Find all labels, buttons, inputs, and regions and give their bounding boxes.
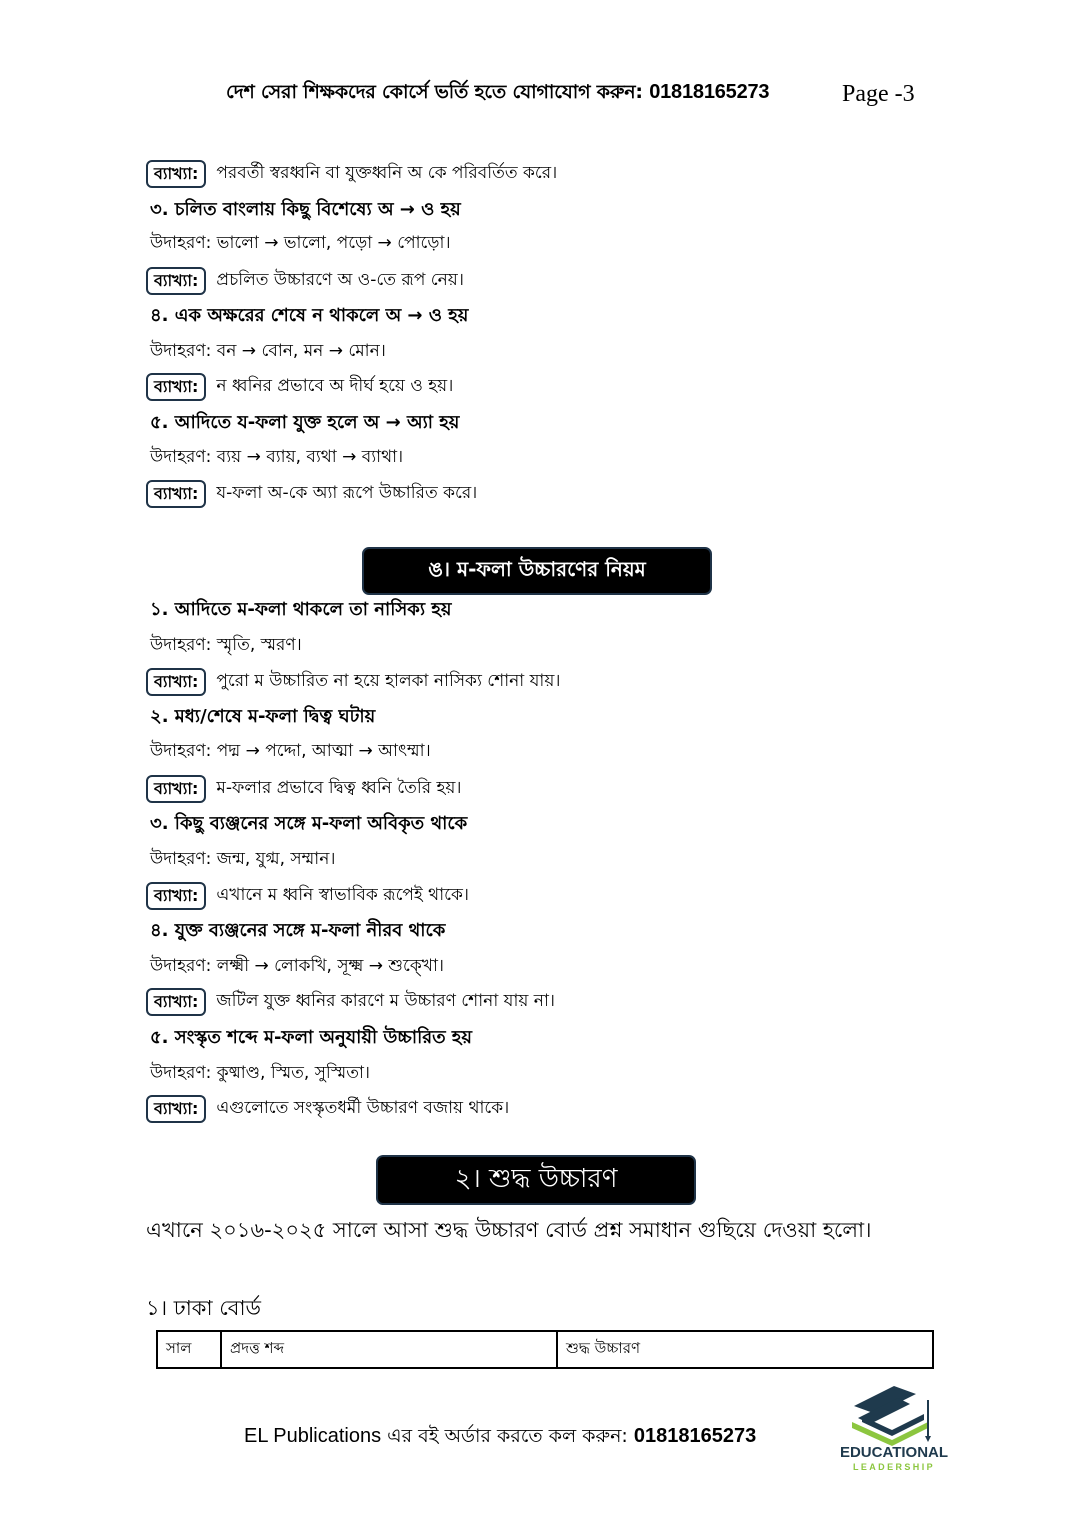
column-header-given-word: প্রদত্ত শব্দ <box>221 1331 557 1368</box>
rule-example: উদাহরণ: কুষ্মাণ্ড, স্মিত, সুস্মিতা। <box>150 1063 370 1083</box>
explanation-label: ব্যাখ্যা: <box>146 988 206 1016</box>
explanation-line <box>146 667 560 697</box>
rule-title: ১. আদিতে ম-ফলা থাকলে তা নাসিক্য হয় <box>150 598 452 620</box>
explanation-label: ব্যাখ্যা: <box>146 1095 206 1123</box>
explanation-line <box>146 987 555 1017</box>
rule-title: ৩. চলিত বাংলায় কিছু বিশেষ্যে অ → ও হয় <box>150 198 461 220</box>
explanation-label: ব্যাখ্যা: <box>146 267 206 295</box>
explanation-text: পুরো ম উচ্চারিত না হয়ে হালকা নাসিক্য শোনা যায়। <box>216 671 561 691</box>
rule-example: উদাহরণ: স্মৃতি, স্মরণ। <box>150 635 302 655</box>
logo-text-educational: EDUCATIONAL <box>839 1444 949 1461</box>
explanation-text: য-ফলা অ-কে অ্যা রূপে উচ্চারিত করে। <box>216 483 478 503</box>
column-header-year: সাল <box>157 1331 221 1368</box>
rule-title: ২. মধ্য/শেষে ম-ফলা দ্বিত্ব ঘটায় <box>150 705 376 727</box>
explanation-line <box>146 159 557 189</box>
rule-title: ৫. আদিতে য-ফলা যুক্ত হলে অ → অ্যা হয় <box>150 411 460 433</box>
explanation-label: ব্যাখ্যা: <box>146 882 206 910</box>
rule-example: উদাহরণ: পদ্ম → পদ্দো, আত্মা → আৎম্মা। <box>150 741 431 761</box>
explanation-label: ব্যাখ্যা: <box>146 480 206 508</box>
rule-title: ৪. যুক্ত ব্যঞ্জনের সঙ্গে ম-ফলা নীরব থাকে <box>150 919 446 941</box>
answers-table <box>156 1330 934 1369</box>
explanation-text: এখানে ম ধ্বনি স্বাভাবিক রূপেই থাকে। <box>216 885 469 905</box>
rule-title: ৫. সংস্কৃত শব্দে ম-ফলা অনুযায়ী উচ্চারিত হয় <box>150 1026 472 1048</box>
explanation-label: ব্যাখ্যা: <box>146 668 206 696</box>
footer-brand: EL Publications <box>244 1425 382 1447</box>
section-heading-shuddho <box>376 1155 696 1205</box>
page-number: Page -3 <box>842 80 915 107</box>
header-contact <box>226 78 769 110</box>
explanation-line <box>146 774 462 804</box>
rule-example: উদাহরণ: লক্ষ্মী → লোকখি, সূক্ষ্ম → শুক্খো। <box>150 956 444 976</box>
page-header <box>226 78 926 110</box>
explanation-text: জটিল যুক্ত ধ্বনির কারণে ম উচ্চারণ শোনা যায় না। <box>216 991 555 1011</box>
column-header-correct-pronunciation: শুদ্ধ উচ্চারণ <box>557 1331 933 1368</box>
explanation-line <box>146 266 464 296</box>
rule-example: উদাহরণ: জন্ম, যুগ্ম, সম্মান। <box>150 849 336 869</box>
logo-text-leadership: LEADERSHIP <box>852 1462 935 1472</box>
rule-title: ৪. এক অক্ষরের শেষে ন থাকলে অ → ও হয় <box>150 304 469 326</box>
section-heading-text: ঙ। ম-ফলা উচ্চারণের নিয়ম <box>428 556 646 581</box>
header-phone: 01818165273 <box>649 81 770 103</box>
rule-example: উদাহরণ: বন → বোন, মন → মোন। <box>150 341 386 361</box>
explanation-text: ন ধ্বনির প্রভাবে অ দীর্ঘ হয়ে ও হয়। <box>216 376 454 396</box>
explanation-text: প্রচলিত উচ্চারণে অ ও-তে রূপ নেয়। <box>216 270 464 290</box>
header-contact-text: দেশ সেরা শিক্ষকদের কোর্সে ভর্তি হতে যোগাযোগ করুন: <box>226 81 650 103</box>
section-heading-mfola <box>362 547 712 595</box>
section-heading-text: ২। শুদ্ধ উচ্চারণ <box>454 1164 618 1194</box>
explanation-line <box>146 881 469 911</box>
page-footer <box>244 1422 756 1454</box>
rule-example: উদাহরণ: ব্যয় → ব্যায়, ব্যথা → ব্যাথা। <box>150 447 404 467</box>
section-intro: এখানে ২০১৬-২০২৫ সালে আসা শুদ্ধ উচ্চারণ বোর্ড প্রশ্ন সমাধান গুছিয়ে দেওয়া হলো। <box>146 1218 872 1242</box>
explanation-label: ব্যাখ্যা: <box>146 160 206 188</box>
explanation-label: ব্যাখ্যা: <box>146 373 206 401</box>
rule-example: উদাহরণ: ভালো → ভালো, পড়ো → পোড়ো। <box>150 233 451 253</box>
footer-text: এর বই অর্ডার করতে কল করুন: <box>381 1425 634 1447</box>
logo-mark-icon <box>832 1384 956 1446</box>
explanation-text: এগুলোতে সংস্কৃতধর্মী উচ্চারণ বজায় থাকে। <box>216 1098 510 1118</box>
explanation-line <box>146 372 453 402</box>
explanation-line <box>146 479 477 509</box>
educational-leadership-logo <box>832 1384 956 1476</box>
explanation-label: ব্যাখ্যা: <box>146 775 206 803</box>
board-title: ১। ঢাকা বোর্ড <box>146 1296 261 1320</box>
explanation-line <box>146 1094 509 1124</box>
rule-title: ৩. কিছু ব্যঞ্জনের সঙ্গে ম-ফলা অবিকৃত থাকে <box>150 812 468 834</box>
explanation-text: পরবর্তী স্বরধ্বনি বা যুক্তধ্বনি অ কে পরিবর্তিত করে। <box>216 163 558 183</box>
table-header-row <box>157 1331 933 1368</box>
explanation-text: ম-ফলার প্রভাবে দ্বিত্ব ধ্বনি তৈরি হয়। <box>216 778 462 798</box>
footer-phone: 01818165273 <box>633 1425 757 1447</box>
